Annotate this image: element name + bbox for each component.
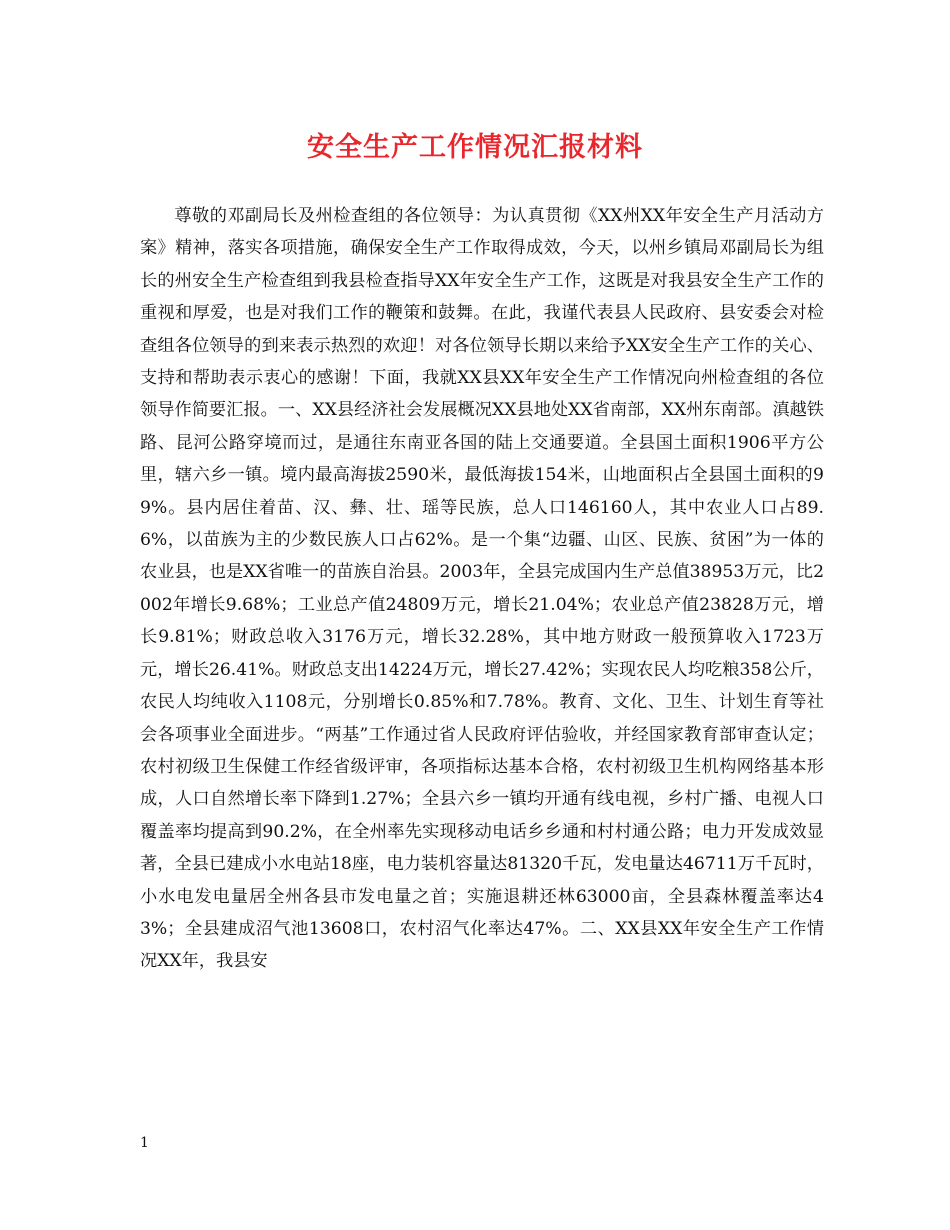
- document-title: 安全生产工作情况汇报材料: [307, 132, 643, 163]
- body-paragraph: 尊敬的邓副局长及州检查组的各位领导：为认真贯彻《XX州XX年安全生产月活动方案》精神，落实各项措施，确保安全生产工作取得成效，今天，以州乡镇局邓副局长为组长的州安全生产检查组到我县检查指导XX年安全生产工作，这既是对我县安全生产工作的重视和厚爱，也是对我们工作的鞭策和鼓舞。在此，我谨代表县人民政府、县安委会对检查组各位领导的到来表示热烈的欢迎！对各位领导长期以来给予XX安全生产工作的关心、支持和帮助表示衷心的感谢！下面，我就XX县XX年安全生产工作情况向州检查组的各位领导作简要汇报。一、XX县经济社会发展概况XX县地处XX省南部，XX州东南部。滇越铁路、昆河公路穿境而过，是通往东南亚各国的陆上交通要道。全县国土面积1906平方公里，辖六乡一镇。境内最高海拔2590米，最低海拔154米，山地面积占全县国土面积的99%。县内居住着苗、汉、彝、壮、瑶等民族，总人口146160人，其中农业人口占89.6%，以苗族为主的少数民族人口占62%。是一个集“边疆、山区、民族、贫困”为一体的农业县，也是XX省唯一的苗族自治县。2003年，全县完成国内生产总值38953万元，比2002年增长9.68%；工业总产值24809万元，增长21.04%；农业总产值23828万元，增长9.81%；财政总收入3176万元，增长32.28%，其中地方财政一般预算收入1723万元，增长26.41%。财政总支出14224万元，增长27.42%；实现农民人均吃粮358公斤，农民人均纯收入1108元，分别增长0.85%和7.78%。教育、文化、卫生、计划生育等社会各项事业全面进步。“两基”工作通过省人民政府评估验收，并经国家教育部审查认定；农村初级卫生保健工作经省级评审，各项指标达基本合格，农村初级卫生机构网络基本形成，人口自然增长率下降到1.27%；全县六乡一镇均开通有线电视，乡村广播、电视人口覆盖率均提高到90.2%，在全州率先实现移动电话乡乡通和村村通公路；电力开发成效显著，全县已建成小水电站18座，电力装机容量达81320千瓦，发电量达46711万千瓦时，小水电发电量居全州各县市发电量之首；实施退耕还林63000亩，全县森林覆盖率达43%；全县建成沼气池13608口，农村沼气化率达47%。二、XX县XX年安全生产工作情况XX年，我县安: [140, 206, 824, 972]
- page-number: 1: [140, 1135, 149, 1151]
